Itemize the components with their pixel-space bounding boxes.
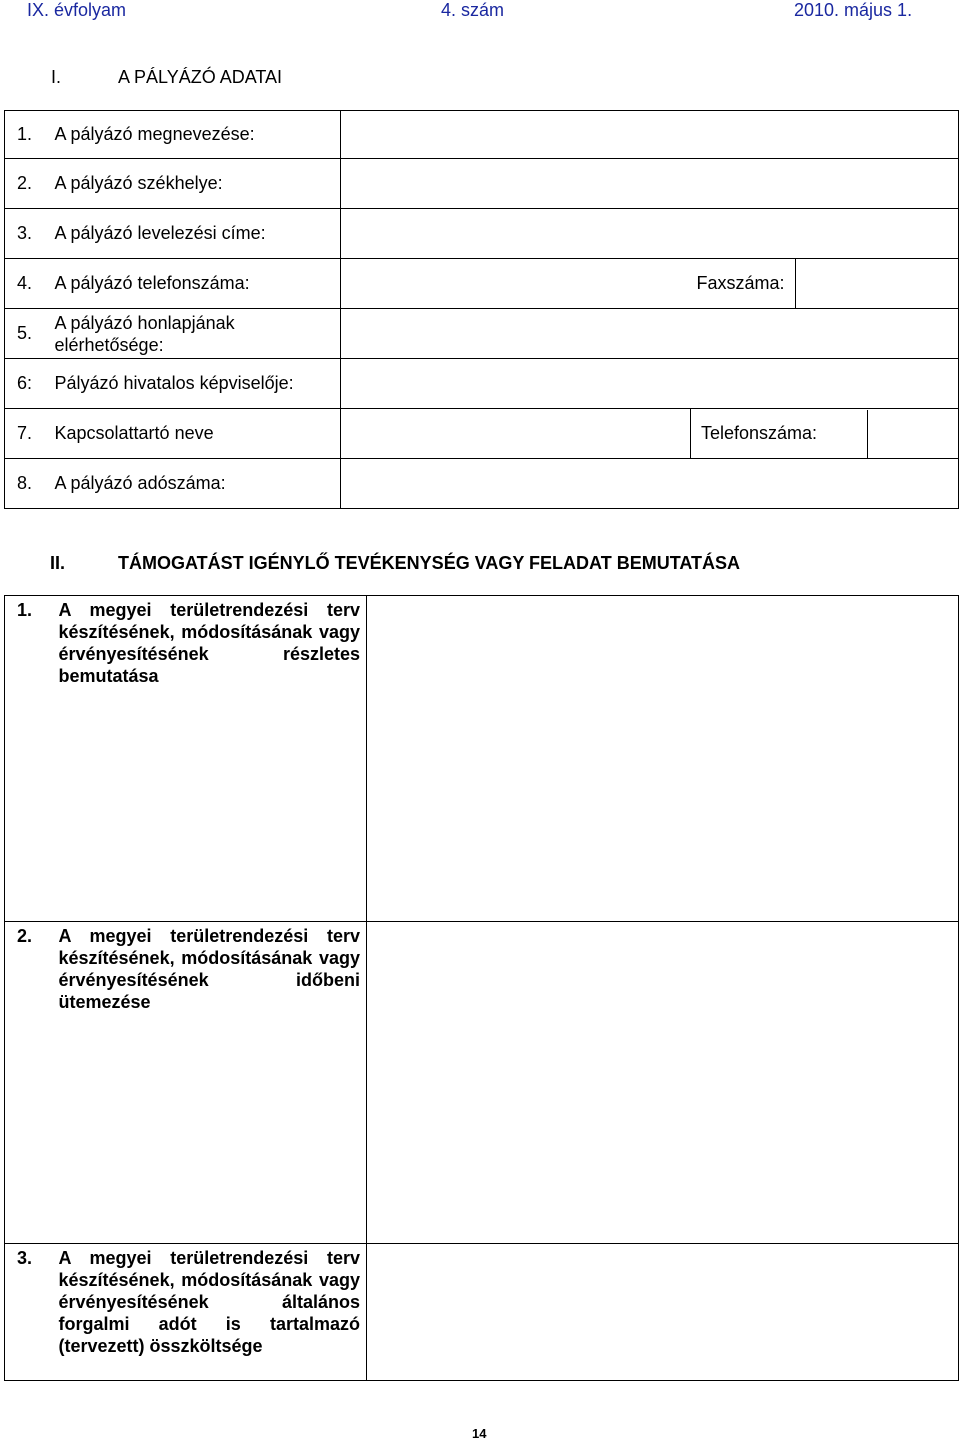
table-row: [5, 159, 959, 209]
applicant-data-table: [4, 110, 959, 509]
activity-description-table: [4, 595, 959, 1381]
row-number: 6:: [5, 359, 51, 409]
table-row: [5, 459, 959, 509]
row-label: A pályázó levelezési címe:: [51, 209, 341, 259]
row-label: A pályázó megnevezése:: [51, 111, 341, 159]
row-description: A megyei területrendezési terv készítésének, módosításának vagy érvényesítésének részletes bemutatása: [51, 596, 367, 922]
contact-phone-field[interactable]: [867, 410, 958, 458]
row-description: A megyei területrendezési terv készítésének, módosításának vagy érvényesítésének időbeni ütemezése: [51, 922, 367, 1244]
header-volume: IX. évfolyam: [27, 0, 127, 20]
row-description: A megyei területrendezési terv készítésének, módosításának vagy érvényesítésének általános forgalmi adót is tartalmazó (tervezett) összköltsége: [51, 1244, 367, 1381]
row-number: 1.: [5, 596, 51, 922]
section2-roman: II.: [50, 553, 66, 573]
tax-number-field[interactable]: [341, 459, 959, 509]
section1-title: A PÁLYÁZÓ ADATAI: [118, 67, 283, 87]
table-row: [5, 259, 959, 309]
applicant-mailing-address-field[interactable]: [341, 209, 959, 259]
row-label: A pályázó honlapjának elérhetősége:: [51, 309, 341, 359]
row-label: A pályázó telefonszáma:: [51, 259, 341, 309]
table-row: [5, 596, 959, 922]
table-row: [5, 922, 959, 1244]
header-date: 2010. május 1.: [794, 0, 913, 20]
table-row: [5, 111, 959, 159]
table-row: [5, 309, 959, 359]
table-row: [5, 209, 959, 259]
applicant-phone-field[interactable]: [341, 259, 691, 309]
row-label: A pályázó székhelye:: [51, 159, 341, 209]
section1-roman: I.: [51, 67, 62, 87]
row-number: 2.: [5, 159, 51, 209]
applicant-seat-field[interactable]: [341, 159, 959, 209]
row-number: 1.: [5, 111, 51, 159]
contact-phone-cell: [691, 409, 959, 459]
total-cost-field[interactable]: [367, 1244, 959, 1381]
header-issue: 4. szám: [441, 0, 505, 20]
contact-person-name-field[interactable]: [341, 409, 691, 459]
schedule-field[interactable]: [367, 922, 959, 1244]
row-number: 7.: [5, 409, 51, 459]
row-number: 5.: [5, 309, 51, 359]
section2-title: TÁMOGATÁST IGÉNYLŐ TEVÉKENYSÉG VAGY FELADAT BEMUTATÁSA: [118, 553, 741, 573]
fax-label: Faxszáma:: [691, 259, 796, 309]
table-row: [5, 359, 959, 409]
row-number: 4.: [5, 259, 51, 309]
row-label: Pályázó hivatalos képviselője:: [51, 359, 341, 409]
row-number: 3.: [5, 1244, 51, 1381]
row-label: Kapcsolattartó neve: [51, 409, 341, 459]
row-number: 2.: [5, 922, 51, 1244]
table-row: [5, 409, 959, 459]
row-number: 3.: [5, 209, 51, 259]
applicant-name-field[interactable]: [341, 111, 959, 159]
official-representative-field[interactable]: [341, 359, 959, 409]
applicant-website-field[interactable]: [341, 309, 959, 359]
table-row: [5, 1244, 959, 1381]
page-number: 14: [472, 1426, 487, 1441]
detailed-description-field[interactable]: [367, 596, 959, 922]
applicant-fax-field[interactable]: [796, 259, 959, 309]
row-number: 8.: [5, 459, 51, 509]
row-label: A pályázó adószáma:: [51, 459, 341, 509]
contact-phone-label: Telefonszáma:: [701, 423, 818, 443]
